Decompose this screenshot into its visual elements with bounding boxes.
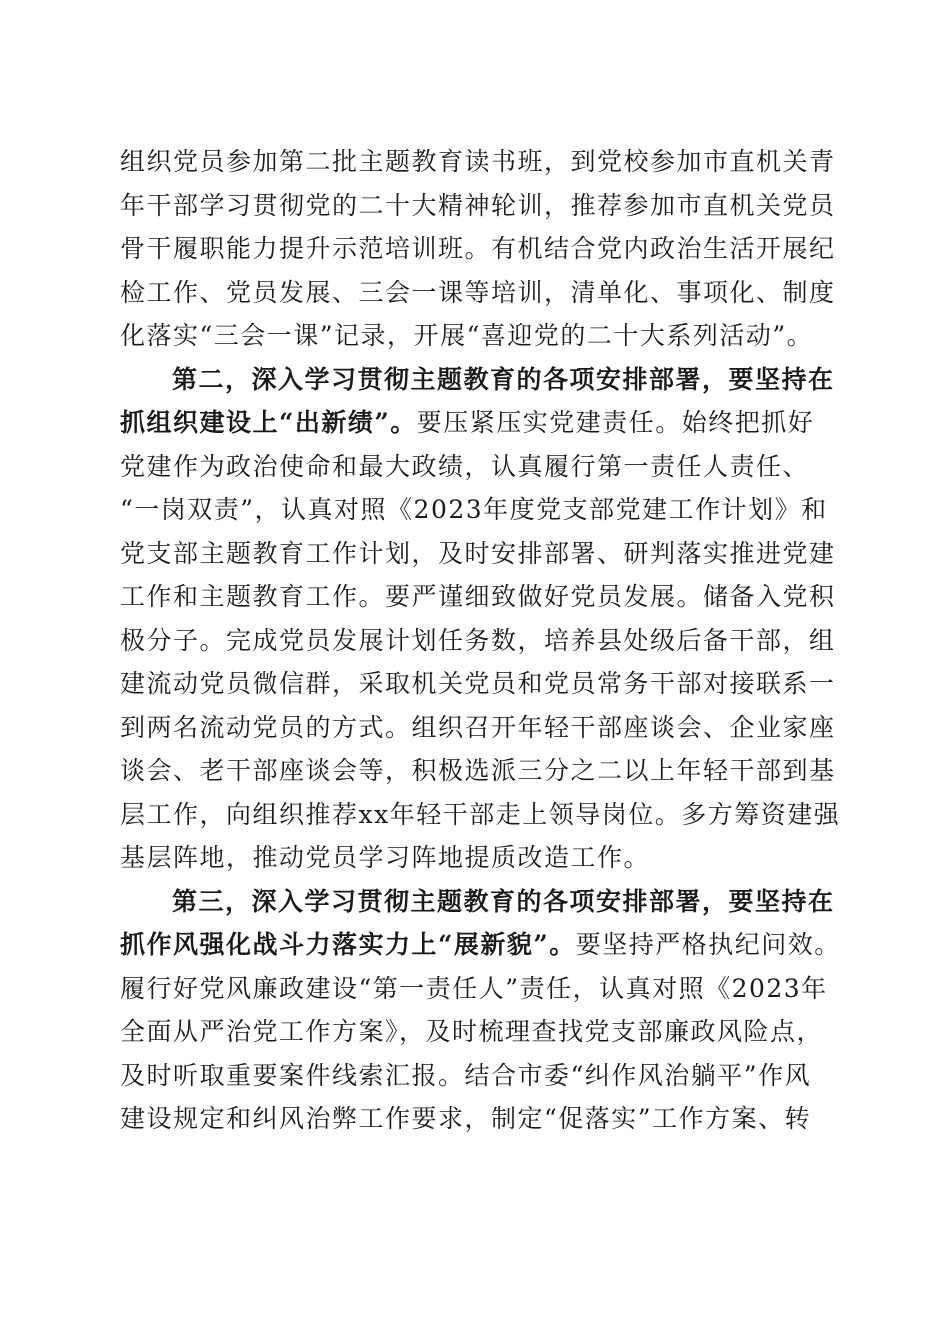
text-line: 检工作、党员发展、三会一课等培训，清单化、事项化、制度 <box>120 277 836 307</box>
text-line: 履行好党风廉政建设“第一责任人”责任，认真对照《2023年 <box>120 973 828 1003</box>
heading-text: 第三，深入学习贯彻主题教育的各项安排部署，要坚持在 <box>172 886 835 916</box>
text-line: 极分子。完成党员发展计划任务数，培养县处级后备干部，组 <box>120 625 836 655</box>
text-line: 及时听取重要案件线索汇报。结合市委“纠作风治躺平”作风 <box>120 1060 812 1090</box>
heading-text: 抓作风强化战斗力落实力上“展新貌”。 <box>120 930 576 959</box>
text-line: 建设规定和纠风治弊工作要求，制定“促落实”工作方案、转 <box>120 1104 812 1133</box>
section-heading-two <box>120 358 840 402</box>
text-line: 全面从严治党工作方案》，及时梳理查找党支部廉政风险点， <box>120 1017 824 1046</box>
text-line: 化落实“三会一课”记录，开展“喜迎党的二十大系列活动”。 <box>120 321 814 350</box>
text-line: 党建作为政治使命和最大政绩，认真履行第一责任人责任、 <box>120 451 810 481</box>
text-line <box>120 401 840 445</box>
text-line: 年干部学习贯彻党的二十大精神轮训，推荐参加市直机关党员 <box>120 190 836 220</box>
text-line: “一岗双责”，认真对照《2023年度党支部党建工作计划》和 <box>120 495 828 524</box>
body-text: 要压紧压实党建责任。始终把抓好 <box>416 408 815 437</box>
text-line: 基层阵地，推动党员学习阵地提质改造工作。 <box>120 843 651 872</box>
text-line: 工作和主题教育工作。要严谨细致做好党员发展。储备入党积 <box>120 582 836 611</box>
text-line: 骨干履职能力提升示范培训班。有机结合党内政治生活开展纪 <box>120 234 836 263</box>
text-line: 组织党员参加第二批主题教育读书班，到党校参加市直机关青 <box>120 147 836 176</box>
text-line: 层工作，向组织推荐xx年轻干部走上领导岗位。多方筹资建强 <box>120 799 841 829</box>
heading-text: 抓组织建设上“出新绩”。 <box>120 408 417 437</box>
body-text: 要坚持严格执纪问效。 <box>575 930 841 959</box>
text-line <box>120 923 840 967</box>
heading-text: 第二，深入学习贯彻主题教育的各项安排部署，要坚持在 <box>172 364 835 394</box>
text-line: 谈会、老干部座谈会等，积极选派三分之二以上年轻干部到基 <box>120 756 836 785</box>
document-body <box>120 140 840 1141</box>
text-line: 建流动党员微信群，采取机关党员和党员常务干部对接联系一 <box>120 669 836 698</box>
text-line: 党支部主题教育工作计划，及时安排部署、研判落实推进党建 <box>120 538 836 568</box>
section-heading-three <box>120 880 840 924</box>
text-line: 到两名流动党员的方式。组织召开年轻干部座谈会、企业家座 <box>120 712 836 742</box>
